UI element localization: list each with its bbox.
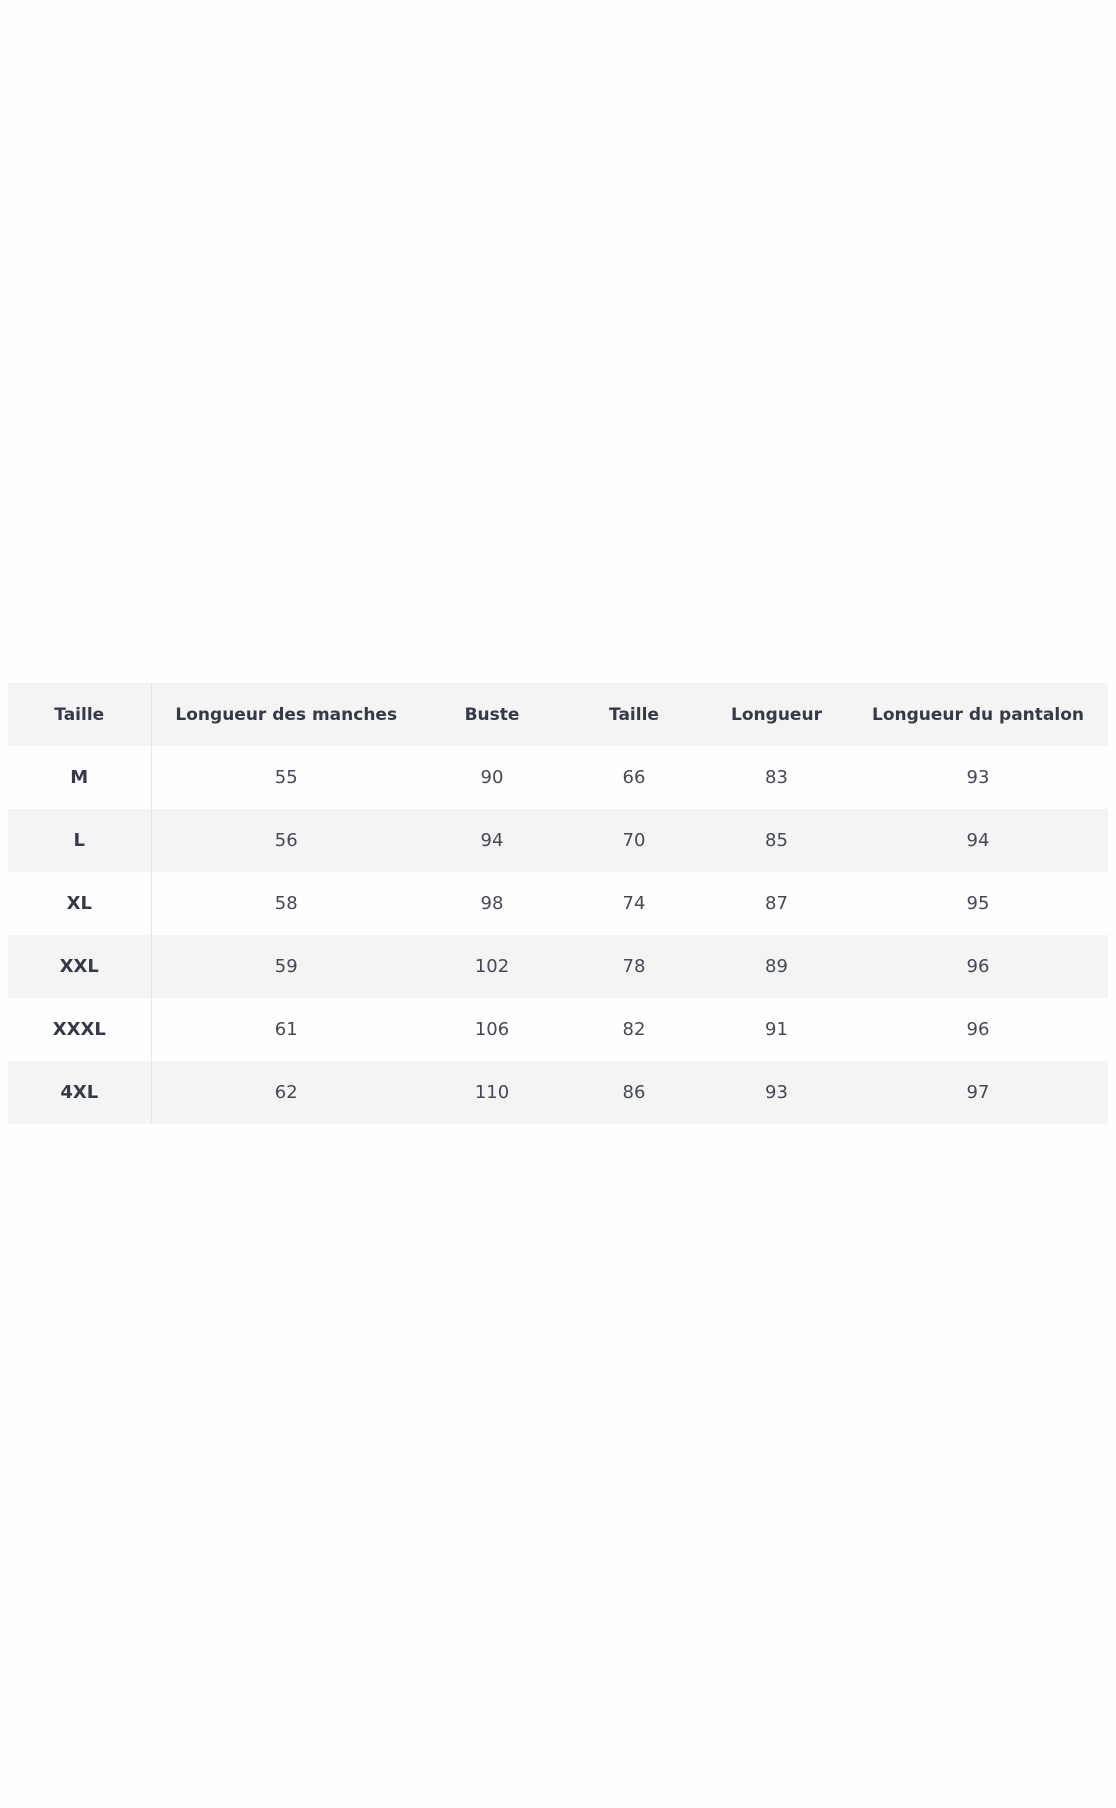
table-cell: 97 xyxy=(966,1082,990,1103)
table-row xyxy=(8,809,1108,872)
table-cell: 83 xyxy=(765,767,788,788)
table-cell: 62 xyxy=(274,1082,298,1103)
size-cell: 4XL xyxy=(8,1061,151,1124)
table-cell: 58 xyxy=(274,893,298,914)
table-row xyxy=(8,1061,1108,1124)
header-length: Longueur xyxy=(731,704,822,725)
table-cell: 74 xyxy=(622,893,646,914)
header-waist: Taille xyxy=(609,704,659,725)
table-cell: 56 xyxy=(274,830,298,851)
header-sleeve-length: Longueur des manches xyxy=(175,704,398,725)
header-row xyxy=(8,683,1108,746)
table-cell: 93 xyxy=(966,767,990,788)
size-cell: XXL xyxy=(8,935,151,998)
table-cell: 89 xyxy=(765,956,788,977)
table-cell: 94 xyxy=(966,830,990,851)
header-bust: Buste xyxy=(464,704,520,725)
table-cell: 66 xyxy=(622,767,646,788)
table-cell: 91 xyxy=(765,1019,788,1040)
table-cell: 78 xyxy=(622,956,646,977)
size-cell: L xyxy=(8,809,151,872)
table-row xyxy=(8,872,1108,935)
table-row xyxy=(8,935,1108,998)
table-cell: 102 xyxy=(474,956,510,977)
table-cell: 61 xyxy=(274,1019,298,1040)
table-cell: 85 xyxy=(765,830,788,851)
table-cell: 98 xyxy=(480,893,504,914)
table-cell: 110 xyxy=(474,1082,510,1103)
table-cell: 95 xyxy=(966,893,990,914)
size-cell: M xyxy=(8,746,151,809)
table-cell: 96 xyxy=(966,956,990,977)
header-pants-length: Longueur du pantalon xyxy=(872,704,1084,725)
header-size: Taille xyxy=(8,683,151,746)
table-header xyxy=(8,683,1108,746)
table-cell: 93 xyxy=(765,1082,788,1103)
table-row xyxy=(8,998,1108,1061)
table-cell: 94 xyxy=(480,830,504,851)
table-row xyxy=(8,746,1108,809)
table-cell: 70 xyxy=(622,830,646,851)
table-cell: 59 xyxy=(274,956,298,977)
table-body xyxy=(8,746,1108,1124)
table-cell: 90 xyxy=(480,767,504,788)
size-chart-table xyxy=(8,683,1108,1124)
size-cell: XXXL xyxy=(8,998,151,1061)
table-cell: 55 xyxy=(274,767,298,788)
table-cell: 87 xyxy=(765,893,788,914)
table-cell: 106 xyxy=(474,1019,510,1040)
table-cell: 96 xyxy=(966,1019,990,1040)
size-cell: XL xyxy=(8,872,151,935)
table-cell: 86 xyxy=(622,1082,646,1103)
table-cell: 82 xyxy=(622,1019,646,1040)
